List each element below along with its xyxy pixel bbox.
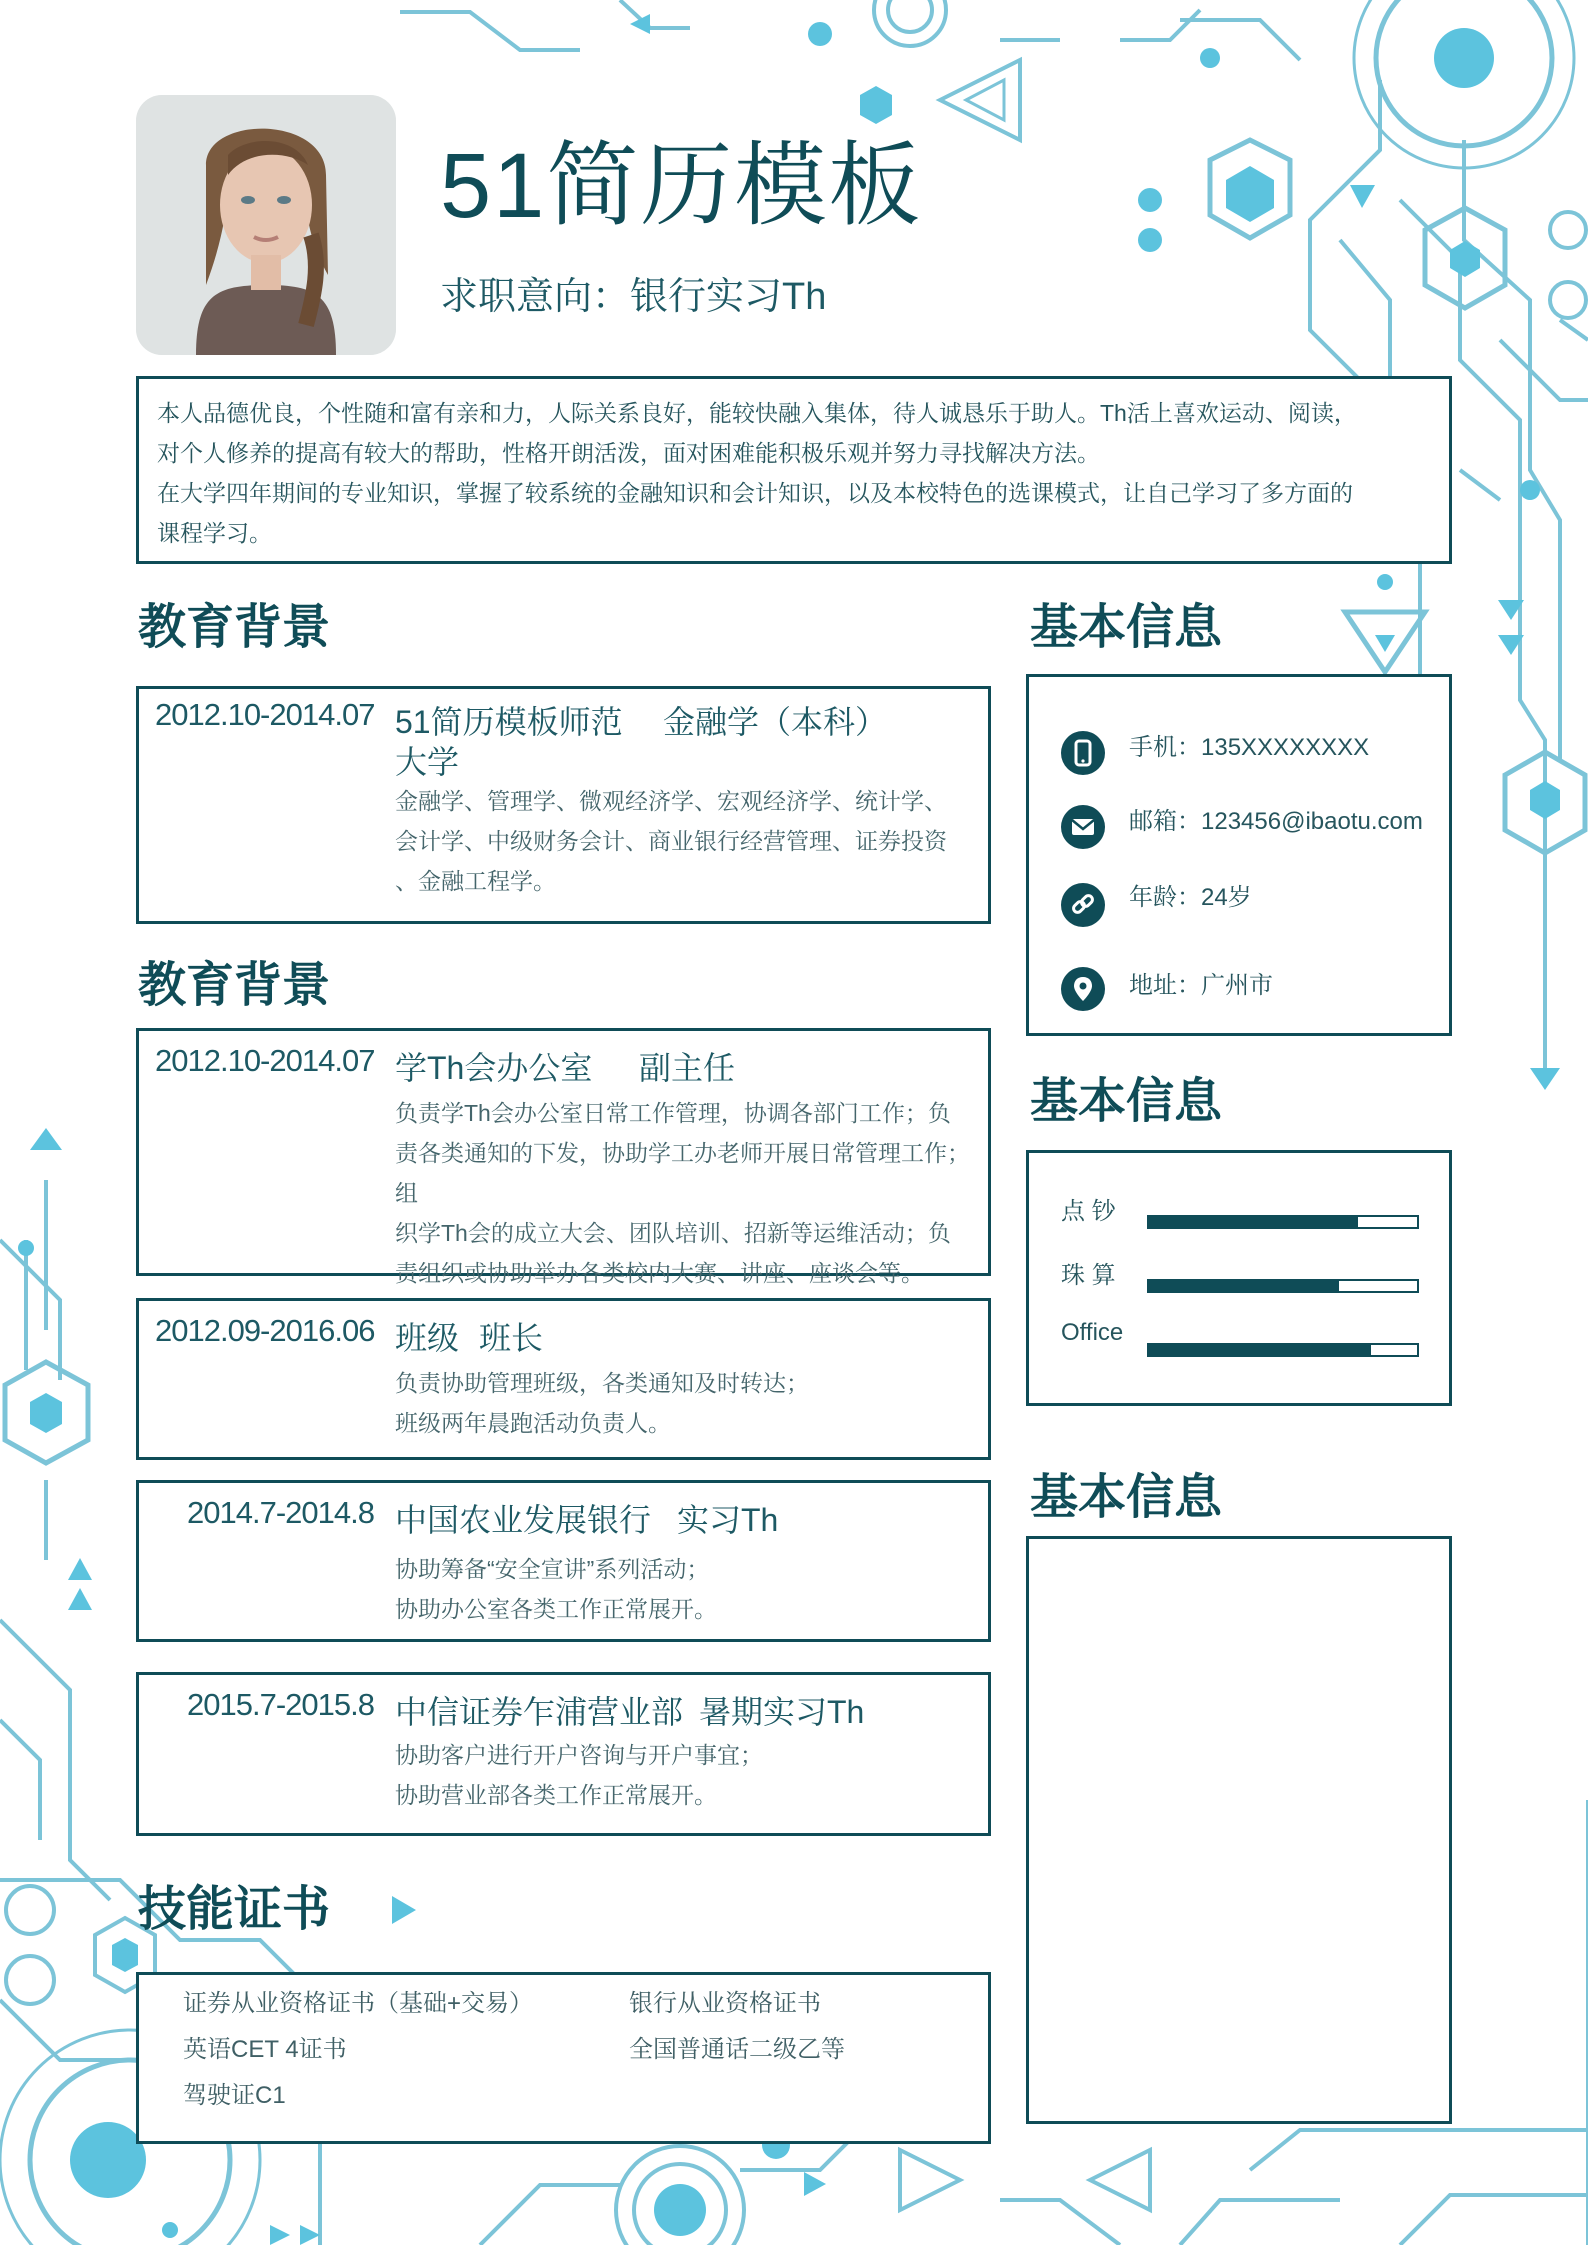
certificate-item: 证券从业资格证书（基础+交易）	[183, 1990, 534, 2017]
address-text	[1129, 965, 1273, 1000]
desc-line: 协助筹备“安全宣讲”系列活动；	[395, 1556, 710, 1582]
school-name-cont: 大学	[395, 744, 460, 780]
skill-bar	[1147, 1343, 1419, 1357]
experience-desc	[395, 1363, 985, 1443]
experience-title: 教育背景	[138, 959, 331, 1012]
candidate-name: 51简历模板	[440, 135, 923, 237]
desc-line: 负责协助管理班级，各类通知及时转达；	[395, 1370, 809, 1396]
certificate-item: 全国普通话二级乙等	[629, 2036, 845, 2063]
school-name: 51简历模板师范	[395, 704, 623, 740]
desc-line: 协助办公室各类工作正常展开。	[395, 1596, 717, 1622]
skills-box	[1026, 1150, 1452, 1406]
profile-photo	[136, 95, 396, 355]
certificates-title: 技能证书	[138, 1883, 331, 1936]
age-value: 24岁	[1201, 884, 1252, 911]
honors-box	[1026, 1536, 1452, 2124]
experience-role: 暑期实习Th	[699, 1694, 865, 1730]
phone-value: 135XXXXXXXX	[1201, 734, 1370, 761]
experience-org: 中信证券乍浦营业部	[395, 1694, 684, 1730]
desc-line: 责组织或协助举办各类校内大赛、讲座、座谈会等。	[395, 1260, 924, 1286]
desc-line: 班级两年晨跑活动负责人。	[395, 1410, 671, 1436]
experience-item	[136, 1480, 991, 1642]
course-line: 会计学、中级财务会计、商业银行经营管理、证券投资	[395, 828, 947, 854]
skill-bar-fill	[1149, 1217, 1358, 1227]
certificate-item: 英语CET 4证书	[183, 2036, 347, 2063]
experience-org: 学Th会办公室	[395, 1050, 593, 1086]
education-title: 教育背景	[138, 601, 331, 654]
experience-date: 2012.10-2014.07	[155, 1043, 375, 1078]
experience-role: 班长	[479, 1320, 544, 1356]
intro-line: 本人品德优良，个性随和富有亲和力，人际关系良好，能较快融入集体，待人诚恳乐于助人。Th活上喜欢运动、阅读，	[157, 400, 1357, 426]
address-label: 地址：	[1129, 972, 1201, 999]
desc-line: 协助客户进行开户咨询与开户事宜；	[395, 1742, 763, 1768]
basic-info-title: 基本信息	[1030, 601, 1223, 654]
email-label: 邮箱：	[1129, 808, 1201, 835]
link-icon	[1061, 883, 1105, 927]
major: 金融学（本科）	[663, 704, 888, 740]
skills-title: 基本信息	[1030, 1075, 1223, 1128]
age-text	[1129, 877, 1252, 912]
desc-line: 负责学Th会办公室日常工作管理，协调各部门工作；负	[395, 1100, 951, 1126]
phone-label: 手机：	[1129, 734, 1201, 761]
desc-line: 责各类通知的下发，协助学工办老师开展日常管理工作；组	[395, 1140, 970, 1206]
experience-date: 2015.7-2015.8	[187, 1687, 374, 1722]
education-date: 2012.10-2014.07	[155, 697, 375, 732]
skill-bar	[1147, 1215, 1419, 1229]
skill-bar-fill	[1149, 1345, 1371, 1355]
intro-line: 对个人修养的提高有较大的帮助，性格开朗活泼，面对困难能积极乐观并努力寻找解决方法。	[157, 440, 1100, 466]
skill-bar-fill	[1149, 1281, 1339, 1291]
experience-item	[136, 1028, 991, 1286]
experience-org: 班级	[395, 1320, 460, 1356]
course-line: 、金融工程学。	[395, 868, 556, 894]
experience-desc	[395, 1549, 985, 1629]
intro-line: 课程学习。	[157, 520, 272, 546]
desc-line: 协助营业部各类工作正常展开。	[395, 1782, 717, 1808]
age-label: 年龄：	[1129, 884, 1201, 911]
certificates-box	[136, 1972, 991, 2144]
experience-role: 实习Th	[677, 1502, 779, 1538]
mail-icon	[1061, 805, 1105, 849]
experience-role: 副主任	[639, 1050, 736, 1086]
address-value: 广州市	[1201, 972, 1273, 999]
experience-desc	[395, 1735, 985, 1815]
experience-date: 2014.7-2014.8	[187, 1495, 374, 1530]
honors-title: 基本信息	[1030, 1471, 1223, 1524]
education-box	[136, 686, 991, 924]
intro-line: 在大学四年期间的专业知识，掌握了较系统的金融知识和会计知识，以及本校特色的选课模式，让自己学习了多方面的	[157, 480, 1353, 506]
experience-desc	[395, 1093, 985, 1293]
basic-info-box	[1026, 674, 1452, 1036]
location-pin-icon	[1061, 967, 1105, 1011]
phone-text	[1129, 727, 1369, 762]
email-value: 123456@ibaotu.com	[1201, 808, 1423, 835]
experience-item	[136, 1298, 991, 1460]
phone-icon	[1061, 731, 1105, 775]
certificate-item: 驾驶证C1	[183, 2082, 286, 2109]
skill-bar	[1147, 1279, 1419, 1293]
experience-item	[136, 1672, 991, 1836]
experience-date: 2012.09-2016.06	[155, 1313, 375, 1348]
course-line: 金融学、管理学、微观经济学、宏观经济学、统计学、	[395, 788, 947, 814]
job-intent-value: 银行实习Th	[630, 276, 827, 318]
skill-label: 珠 算	[1061, 1262, 1116, 1289]
portrait-illustration	[136, 95, 396, 355]
skill-label: 点 钞	[1061, 1198, 1116, 1225]
skill-label: Office	[1061, 1319, 1124, 1346]
job-intent	[440, 265, 826, 320]
courses	[395, 781, 985, 901]
job-intent-label: 求职意向：	[440, 276, 631, 318]
certificate-item: 银行从业资格证书	[629, 1990, 821, 2017]
self-introduction	[136, 376, 1452, 564]
experience-org: 中国农业发展银行	[395, 1502, 652, 1538]
desc-line: 织学Th会的成立大会、团队培训、招新等运维活动；负	[395, 1220, 951, 1246]
email-text	[1129, 801, 1423, 836]
